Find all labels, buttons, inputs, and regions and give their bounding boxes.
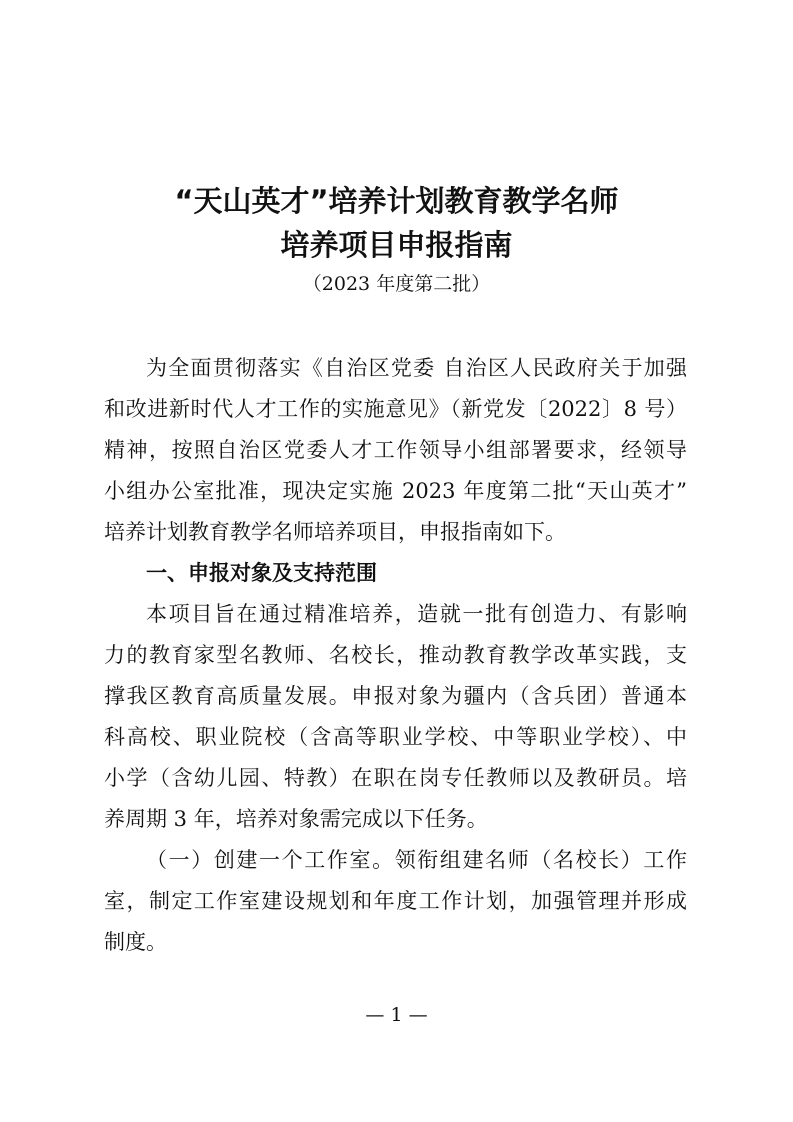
- body-line: 养周期 3 年，培养对象需完成以下任务。: [104, 807, 488, 831]
- page-number: — 1 —: [365, 1004, 428, 1026]
- body-line: 为全面贯彻落实《自治区党委 自治区人民政府关于加强: [146, 356, 687, 380]
- body-line: 小学（含幼儿园、特教）在职在岗专任教师以及教研员。培: [104, 766, 687, 790]
- body-line: 室，制定工作室建设规划和年度工作计划，加强管理并形成: [104, 889, 687, 913]
- document-title-line-2: 培养项目申报指南: [280, 228, 513, 262]
- document-title-line-1: “天山英才”培养计划教育教学名师: [174, 184, 619, 218]
- body-line: 培养计划教育教学名师培养项目，申报指南如下。: [104, 520, 566, 544]
- body-line: 小组办公室批准，现决定实施 2023 年度第二批“天山英才”: [104, 479, 687, 503]
- body-line: 精神，按照自治区党委人才工作领导小组部署要求，经领导: [104, 438, 687, 462]
- document-subtitle: （2023 年度第二批）: [302, 273, 491, 295]
- body-line: 本项目旨在通过精准培养，造就一批有创造力、有影响: [146, 602, 687, 626]
- body-line: 科高校、职业院校（含高等职业学校、中等职业学校）、中: [104, 725, 687, 749]
- body-line: 和改进新时代人才工作的实施意见》（新党发〔2022〕8 号）: [104, 397, 687, 421]
- body-line: 制度。: [104, 930, 167, 954]
- body-line: （一）创建一个工作室。领衔组建名师（名校长）工作: [146, 848, 687, 872]
- body-line: 撑我区教育高质量发展。申报对象为疆内（含兵团）普通本: [104, 684, 687, 708]
- section-heading: 一、申报对象及支持范围: [146, 561, 377, 585]
- body-line: 力的教育家型名教师、名校长，推动教育教学改革实践，支: [104, 643, 687, 667]
